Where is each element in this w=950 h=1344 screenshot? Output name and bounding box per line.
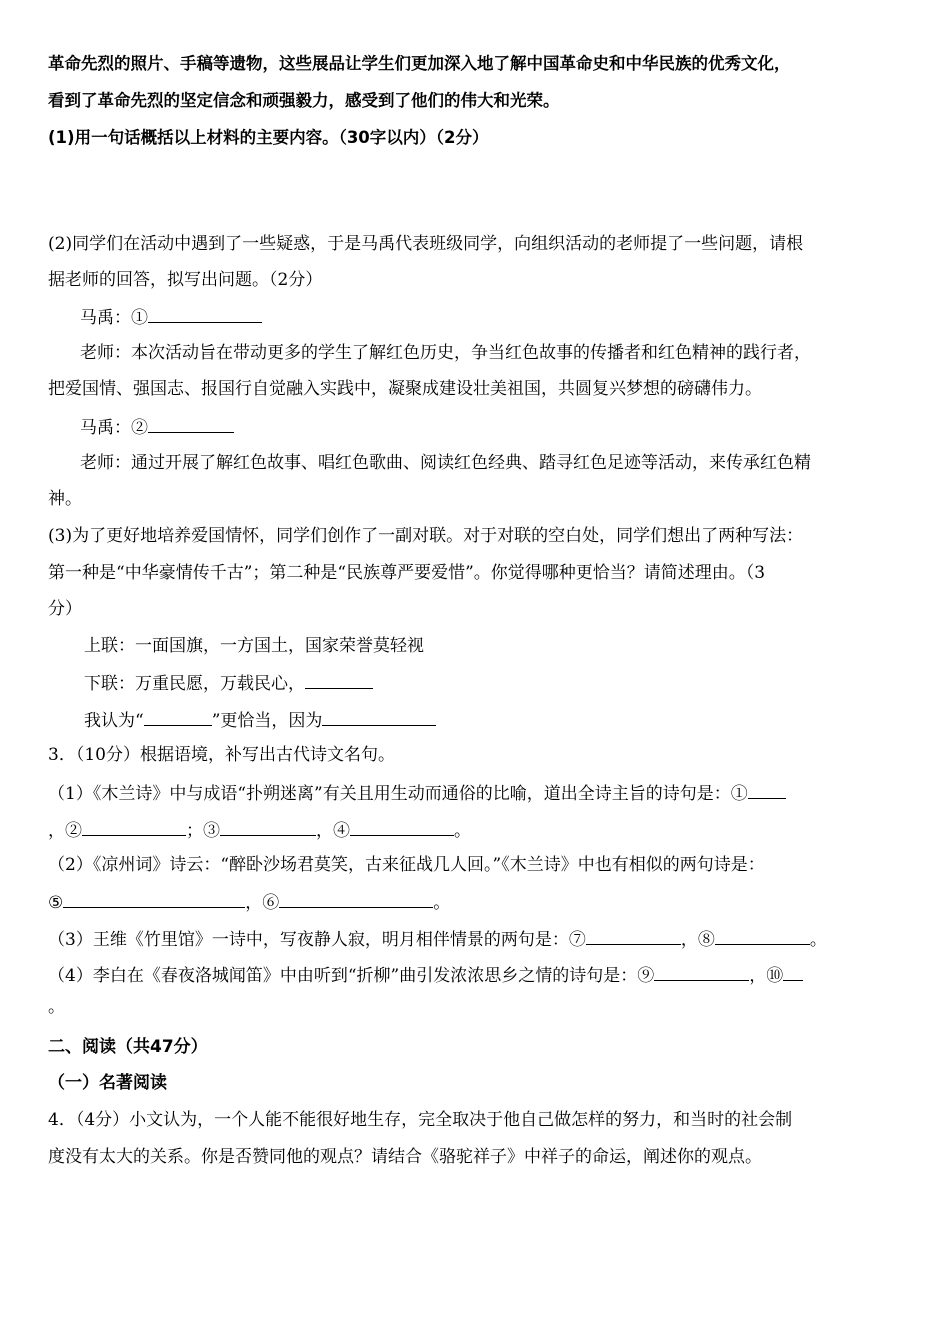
poetry-blank-4[interactable] bbox=[350, 817, 454, 836]
poetry-end-2: 。 bbox=[433, 893, 451, 913]
poetry-mark-2: ，② bbox=[48, 821, 82, 841]
poetry-end-1: 。 bbox=[454, 821, 471, 841]
opinion-line bbox=[84, 707, 436, 733]
teacher-answer-2a: 老师：通过开展了解红色故事、唱红色歌曲、阅读红色经典、踏寻红色足迹等活动，来传承红色精 bbox=[80, 453, 811, 473]
poetry-end-4: 。 bbox=[48, 997, 65, 1017]
poetry-blank-7[interactable] bbox=[586, 926, 681, 945]
section-2-title: 二、阅读（共47分） bbox=[48, 1037, 208, 1057]
opinion-text-b: ”更恰当，因为 bbox=[211, 711, 323, 731]
couplet-blank[interactable] bbox=[305, 670, 373, 689]
poetry-blank-9[interactable] bbox=[654, 962, 749, 981]
question-4-line-2: 度没有太大的关系。你是否赞同他的观点？请结合《骆驼祥子》中祥子的命运，阐述你的观点。 bbox=[48, 1147, 762, 1167]
poetry-blank-2[interactable] bbox=[82, 817, 186, 836]
intro-line-1: 革命先烈的照片、手稿等遗物，这些展品让学生们更加深入地了解中国革命史和中华民族的优秀文化， bbox=[48, 54, 791, 73]
poetry-item-1b bbox=[48, 817, 471, 843]
question-2-line-1: (2)同学们在活动中遇到了一些疑惑，于是马禹代表班级同学，向组织活动的老师提了一些问题，请根 bbox=[48, 234, 804, 254]
poetry-blank-6[interactable] bbox=[279, 889, 433, 908]
question-3-poetry-title: 3．（10分）根据语境，补写出古代诗文名句。 bbox=[48, 745, 395, 765]
poetry-item-4-text: （4）李白在《春夜洛城闻笛》中由听到“折柳”曲引发浓浓思乡之情的诗句是：⑨ bbox=[48, 966, 655, 986]
poetry-mark-4: ，④ bbox=[316, 821, 350, 841]
teacher-answer-1b: 把爱国情、强国志、报国行自觉融入实践中，凝聚成建设壮美祖国，共圆复兴梦想的磅礴伟力。 bbox=[48, 379, 762, 399]
teacher-answer-2b: 神。 bbox=[48, 489, 82, 509]
poetry-mark-6: ，⑥ bbox=[245, 893, 280, 913]
question-4-line-1: 4．（4分）小文认为，一个人能不能很好地生存，完全取决于他自己做怎样的努力，和当时的社会制 bbox=[48, 1110, 793, 1130]
section-2-subtitle: （一）名著阅读 bbox=[48, 1073, 167, 1093]
mayu-label-1: 马禹：① bbox=[80, 308, 148, 328]
reason-blank[interactable] bbox=[322, 707, 436, 726]
poetry-mark-10: ，⑩ bbox=[749, 966, 784, 986]
answer-blank-2[interactable] bbox=[148, 414, 234, 433]
poetry-item-3-text: （3）王维《竹里馆》一诗中，写夜静人寂，明月相伴情景的两句是：⑦ bbox=[48, 930, 586, 950]
mayu-label-2: 马禹：② bbox=[80, 418, 148, 438]
intro-line-2: 看到了革命先烈的坚定信念和顽强毅力，感受到了他们的伟大和光荣。 bbox=[48, 91, 560, 110]
question-1: (1)用一句话概括以上材料的主要内容。（30字以内）（2分） bbox=[48, 128, 489, 147]
question-3-line-1: (3)为了更好地培养爱国情怀，同学们创作了一副对联。对于对联的空白处，同学们想出了两种写法： bbox=[48, 526, 804, 546]
poetry-item-3 bbox=[48, 926, 827, 952]
choice-blank[interactable] bbox=[144, 707, 212, 726]
poetry-end-3: 。 bbox=[809, 930, 827, 950]
answer-blank-1[interactable] bbox=[148, 304, 262, 323]
opinion-text-a: 我认为“ bbox=[84, 711, 144, 731]
question-3-line-2: 第一种是“中华豪情传千古”；第二种是“民族尊严要爱惜”。你觉得哪种更恰当？请简述理由。（3 bbox=[48, 563, 766, 583]
poetry-item-4 bbox=[48, 962, 803, 988]
poetry-blank-5[interactable] bbox=[63, 889, 245, 908]
poetry-blank-1[interactable] bbox=[748, 780, 786, 799]
mayu-question-1 bbox=[80, 304, 262, 330]
teacher-answer-1a: 老师：本次活动旨在带动更多的学生了解红色历史，争当红色故事的传播者和红色精神的践行者， bbox=[80, 343, 811, 363]
mayu-question-2 bbox=[80, 414, 234, 440]
poetry-blank-10[interactable] bbox=[783, 962, 803, 981]
question-2-line-2: 据老师的回答，拟写出问题。（2分） bbox=[48, 270, 323, 290]
poetry-mark-8: ，⑧ bbox=[680, 930, 715, 950]
poetry-item-1-text: （1）《木兰诗》中与成语“扑朔迷离”有关且用生动而通俗的比喻，道出全诗主旨的诗句是：① bbox=[48, 784, 748, 804]
couplet-lower bbox=[84, 670, 373, 696]
poetry-mark-3: ；③ bbox=[186, 821, 220, 841]
poetry-item-2a: （2）《凉州词》诗云：“醉卧沙场君莫笑，古来征战几人回。”《木兰诗》中也有相似的两句诗是： bbox=[48, 855, 765, 875]
couplet-upper: 上联：一面国旗，一方国土，国家荣誉莫轻视 bbox=[84, 636, 424, 656]
poetry-blank-8[interactable] bbox=[715, 926, 810, 945]
poetry-blank-3[interactable] bbox=[220, 817, 316, 836]
couplet-lower-text: 下联：万重民愿，万载民心， bbox=[84, 674, 305, 694]
poetry-item-2b bbox=[48, 889, 450, 915]
question-3-line-3: 分） bbox=[48, 599, 82, 619]
poetry-mark-5: ⑤ bbox=[48, 893, 64, 913]
poetry-item-1a bbox=[48, 780, 786, 806]
